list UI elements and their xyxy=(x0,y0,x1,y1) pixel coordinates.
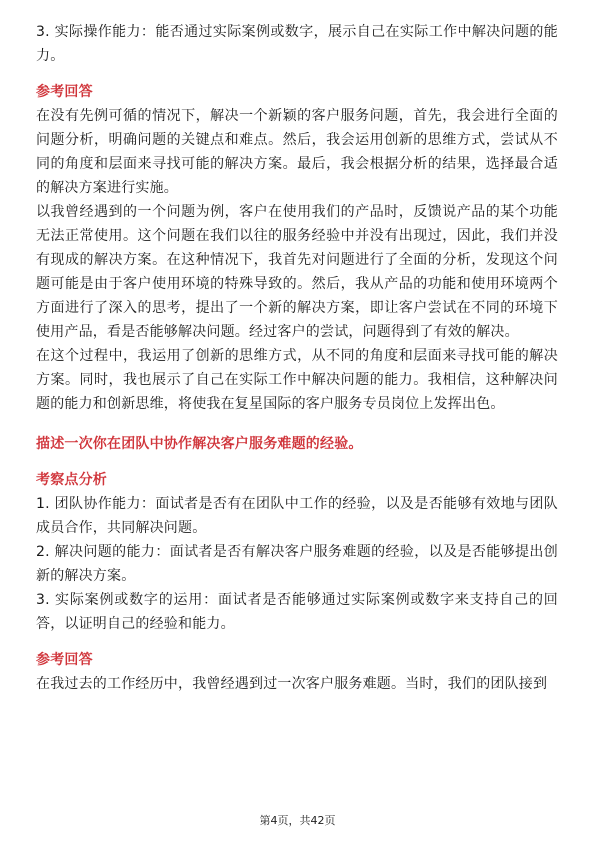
spacer xyxy=(36,636,558,648)
body-paragraph: 3. 实际操作能力：能否通过实际案例或数字，展示自己在实际工作中解决问题的能力。 xyxy=(36,24,558,64)
body-paragraph: 在我过去的工作经历中，我曾经遇到过一次客户服务难题。当时，我们的团队接到 xyxy=(36,676,548,692)
body-paragraph: 3. 实际案例或数字的运用：面试者是否能够通过实际案例或数字来支持自己的回答，以证明自己的经验和能力。 xyxy=(36,592,558,632)
page-footer: 第4页，共42页 xyxy=(259,814,336,827)
body-paragraph: 在这个过程中，我运用了创新的思维方式，从不同的角度和层面来寻找可能的解决方案。同时，我也展示了自己在实际工作中解决问题的能力。我相信，这种解决问题的能力和创新思维，将使我在复星国际的客户服务专员岗位上发挥出色。 xyxy=(36,348,558,412)
spacer xyxy=(36,68,558,80)
spacer xyxy=(36,416,558,432)
body-paragraph: 2. 解决问题的能力：面试者是否有解决客户服务难题的经验，以及是否能够提出创新的解决方案。 xyxy=(36,544,558,584)
body-paragraph: 1. 团队协作能力：面试者是否有在团队中工作的经验，以及是否能够有效地与团队成员合作，共同解决问题。 xyxy=(36,496,558,536)
section-heading: 考察点分析 xyxy=(36,472,107,488)
section-heading: 参考回答 xyxy=(36,84,93,100)
section-heading: 描述一次你在团队中协作解决客户服务难题的经验。 xyxy=(36,436,363,452)
section-heading: 参考回答 xyxy=(36,652,93,668)
document-body xyxy=(36,20,558,696)
spacer xyxy=(36,456,558,468)
body-paragraph: 在没有先例可循的情况下，解决一个新颖的客户服务问题，首先，我会进行全面的问题分析，明确问题的关键点和难点。然后，我会运用创新的思维方式，尝试从不同的角度和层面来寻找可能的解决方案。最后，我会根据分析的结果，选择最合适的解决方案进行实施。 xyxy=(36,108,558,196)
body-paragraph: 以我曾经遇到的一个问题为例，客户在使用我们的产品时，反馈说产品的某个功能无法正常使用。这个问题在我们以往的服务经验中并没有出现过，因此，我们并没有现成的解决方案。在这种情况下，我首先对问题进行了全面的分析，发现这个问题可能是由于客户使用环境的特殊导致的。然后，我从产品的功能和使用环境两个方面进行了深入的思考，提出了一个新的解决方案，即让客户尝试在不同的环境下使用产品，看是否能够解决问题。经过客户的尝试，问题得到了有效的解决。 xyxy=(36,204,558,340)
